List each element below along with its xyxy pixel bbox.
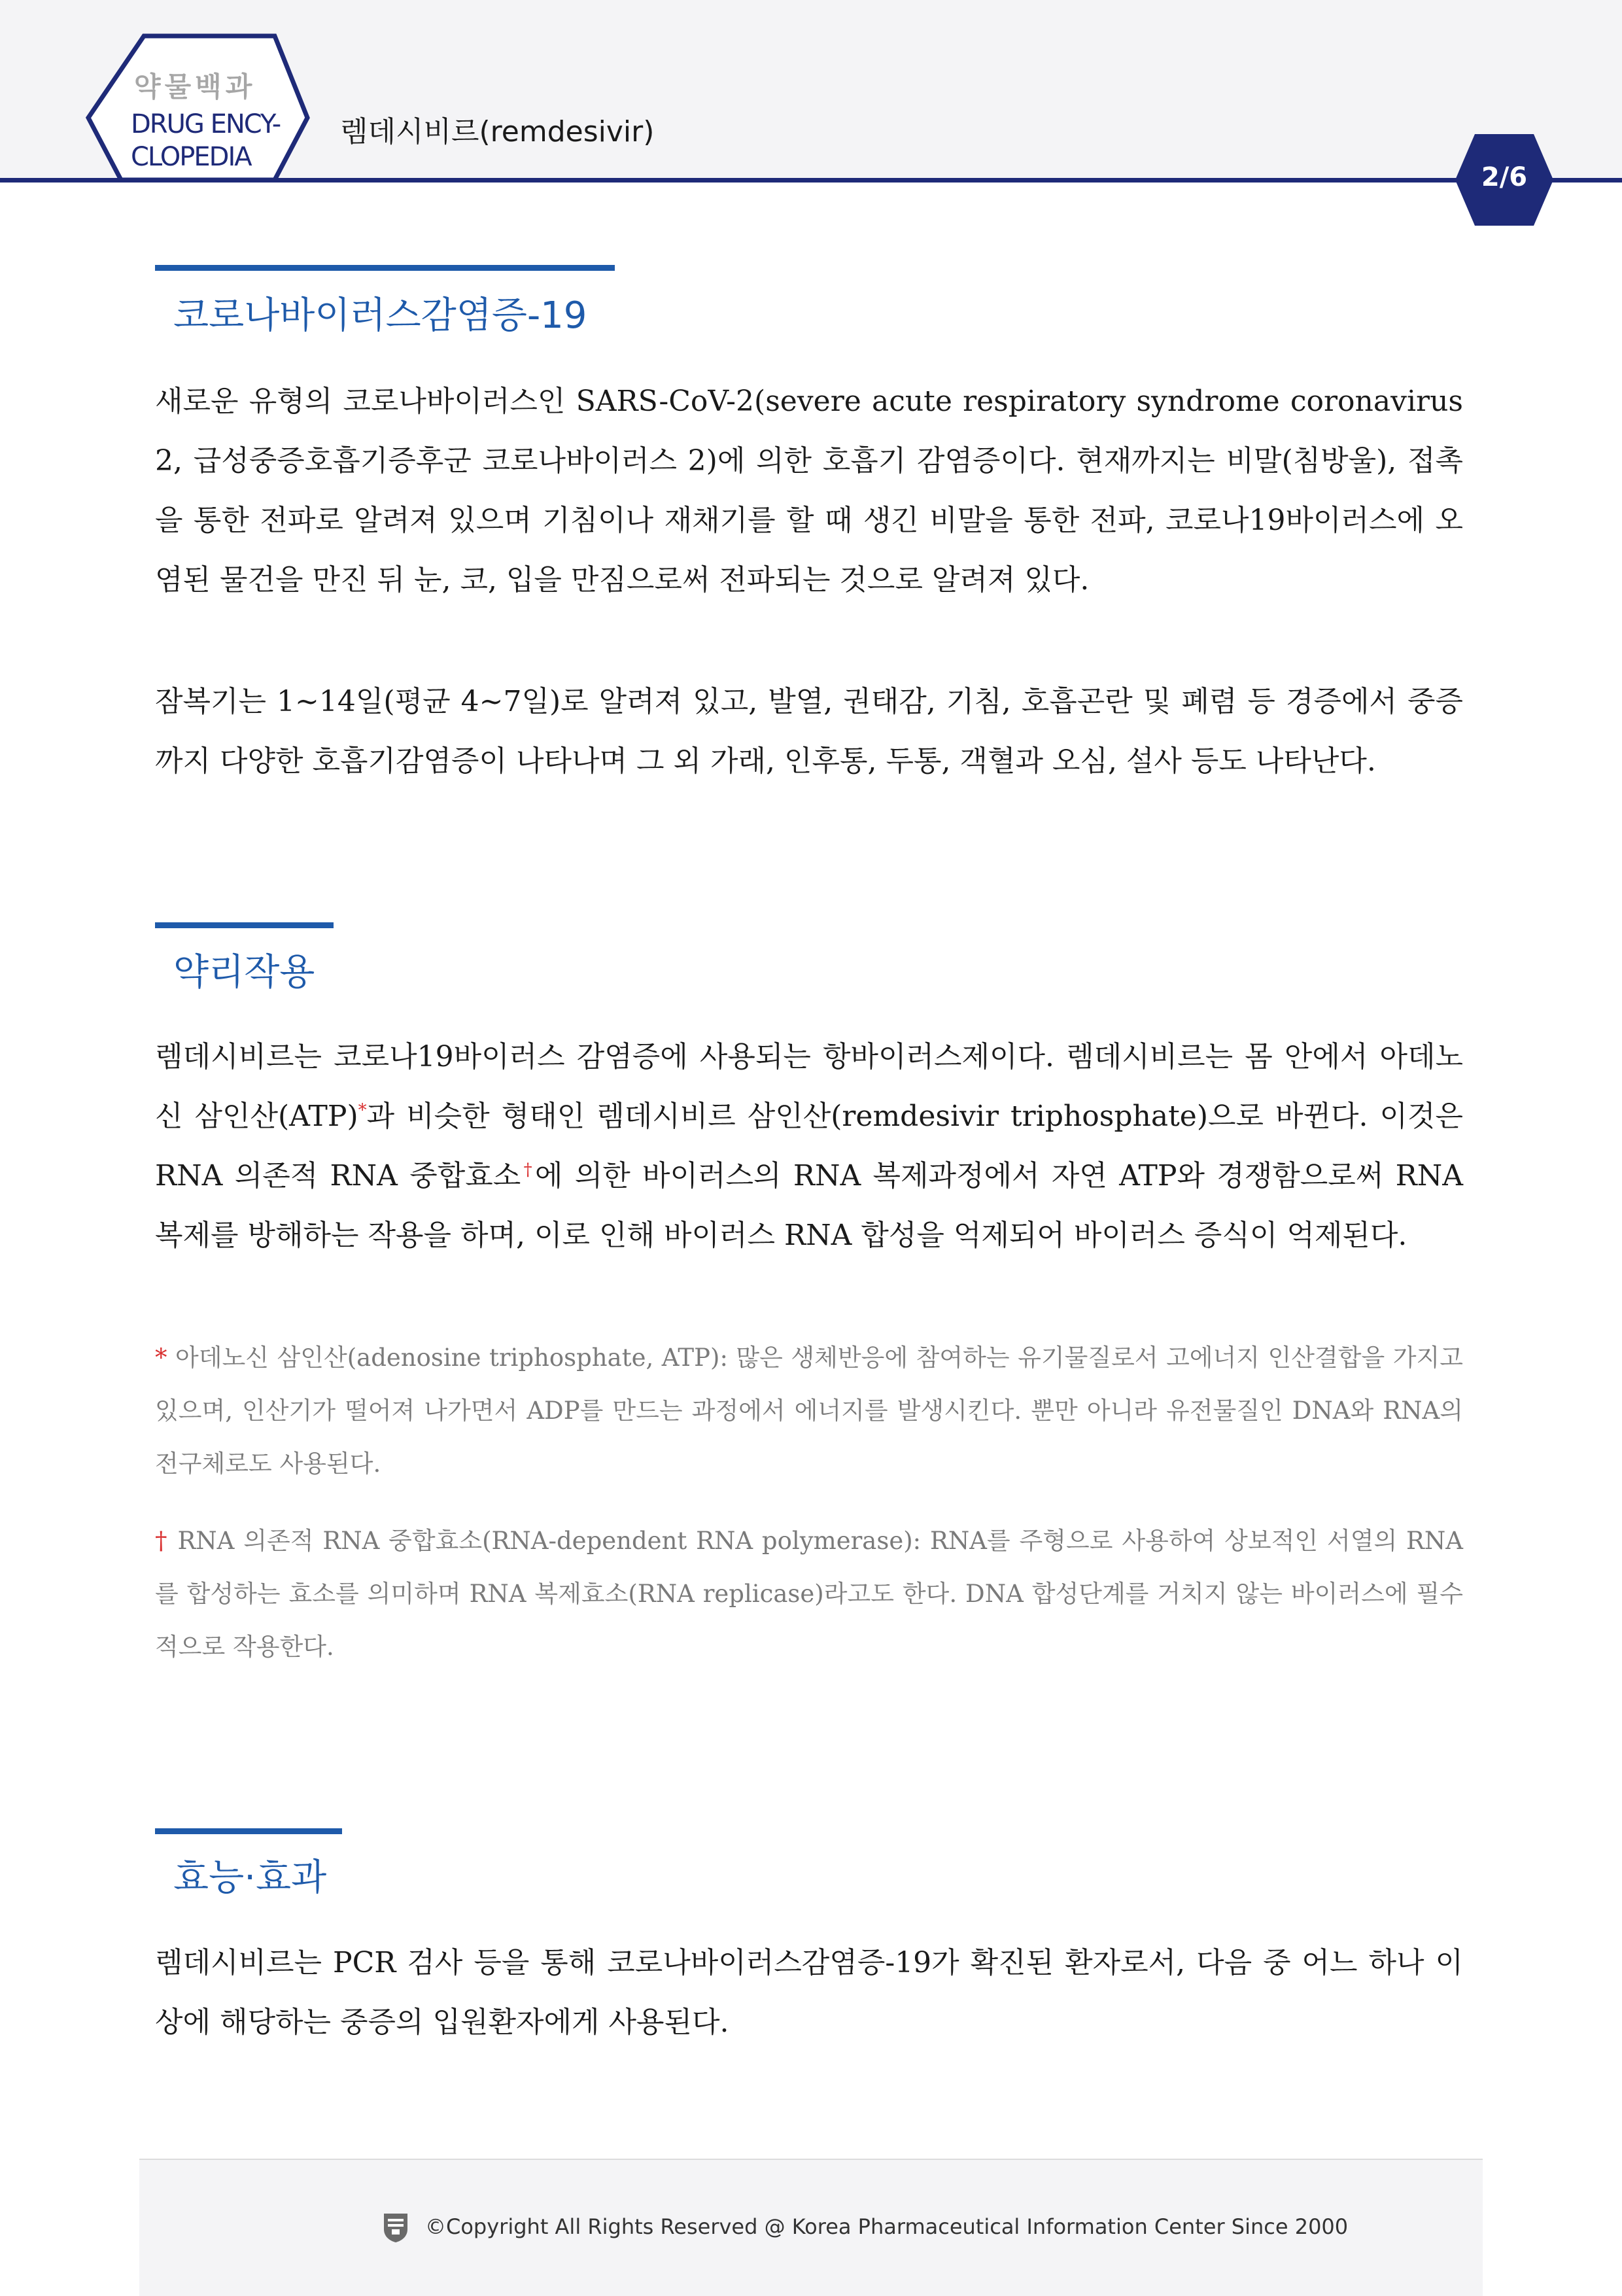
section-2-accent-bar bbox=[155, 922, 334, 928]
footer-copyright: ©Copyright All Rights Reserved @ Korea Pharmaceutical Information Center Since 2000 bbox=[425, 2214, 1349, 2239]
page-number: 2/6 bbox=[1481, 162, 1528, 192]
footnote-mark-dagger: † bbox=[155, 1527, 169, 1555]
logo-en-line1: DRUG ENCY- bbox=[131, 109, 281, 139]
section-2-paragraph bbox=[155, 1027, 1463, 1265]
section-2-text-part2: 과 비슷한 형태인 렘데시비르 삼인산(remdesivir triphosphate)으로 바뀐다. 이것은 RNA 의존적 RNA 중합효소 bbox=[155, 1100, 1463, 1192]
section-1-paragraph-1: 새로운 유형의 코로나바이러스인 SARS-CoV-2(severe acute respiratory syndrome coronavirus 2, 급성중증호흡기증후군 코로나바이러스 2)에 의한 호흡기 감염증이다. 현재까지는 비말(침방울), 접촉을 통한 전파로 알려져 있으며 기침이나 재채기를 할 때 생긴 비말을 통한 전파, 코로나19바이러스에 오염된 물건을 만진 뒤 눈, 코, 입을 만짐으로써 전파되는 것으로 알려져 있다. bbox=[155, 385, 1463, 597]
footnote-ref-rdrp: † bbox=[521, 1160, 535, 1180]
section-2-text-part3: 에 의한 바이러스의 RNA 복제과정에서 자연 ATP와 경쟁함으로써 RNA 복제를 방해하는 작용을 하며, 이로 인해 바이러스 RNA 합성을 억제되어 바이러스 증식이 억제된다. bbox=[155, 1159, 1464, 1252]
section-3-accent-bar bbox=[155, 1828, 342, 1834]
logo-english-text bbox=[131, 108, 327, 173]
section-1-accent-bar bbox=[155, 265, 615, 271]
logo-korean-text: 약물백과 bbox=[134, 71, 256, 103]
section-1-title: 코로나바이러스감염증-19 bbox=[173, 294, 587, 337]
section-2-title: 약리작용 bbox=[173, 951, 315, 994]
document-title: 렘데시비르(remdesivir) bbox=[340, 115, 655, 148]
footnote-atp bbox=[155, 1331, 1463, 1490]
footnote-atp-text: 아데노신 삼인산(adenosine triphosphate, ATP): 많은 생체반응에 참여하는 유기물질로서 고에너지 인산결합을 가지고 있으며, 인산기가 떨어져 나가면서 ADP를 만드는 과정에서 에너지를 발생시킨다. 뿐만 아니라 유전물질인 DNA와 RNA의 전구체로도 사용된다. bbox=[155, 1344, 1463, 1478]
section-3-paragraph: 렘데시비르는 PCR 검사 등을 통해 코로나바이러스감염증-19가 확진된 환자로서, 다음 중 어느 하나 이상에 해당하는 중증의 입원환자에게 사용된다. bbox=[155, 1946, 1463, 2039]
section-2-text-part1: 렘데시비르는 코로나19바이러스 감염증에 사용되는 항바이러스제이다. 렘데시비르는 몸 안에서 아데노신 삼인산(ATP) bbox=[155, 1040, 1463, 1133]
section-3-title: 효능·효과 bbox=[173, 1856, 327, 1899]
footnote-rdrp bbox=[155, 1514, 1463, 1673]
footnote-mark-asterisk: * bbox=[155, 1344, 167, 1372]
footnote-rdrp-text: RNA 의존적 RNA 중합효소(RNA-dependent RNA polymerase): RNA를 주형으로 사용하여 상보적인 서열의 RNA를 합성하는 효소를 의미하며 RNA 복제효소(RNA replicase)라고도 한다. DNA 합성단계를 거치지 않는 바이러스에 필수적으로 작용한다. bbox=[155, 1527, 1463, 1661]
section-1-paragraph-2: 잠복기는 1~14일(평균 4~7일)로 알려져 있고, 발열, 권태감, 기침, 호흡곤란 및 폐렴 등 경증에서 중증까지 다양한 호흡기감염증이 나타나며 그 외 가래, 인후통, 두통, 객혈과 오심, 설사 등도 나타난다. bbox=[155, 685, 1463, 778]
logo-en-line2: CLOPEDIA bbox=[131, 142, 251, 172]
footnote-ref-atp: * bbox=[358, 1100, 367, 1121]
kpic-shield-icon bbox=[381, 2211, 410, 2244]
